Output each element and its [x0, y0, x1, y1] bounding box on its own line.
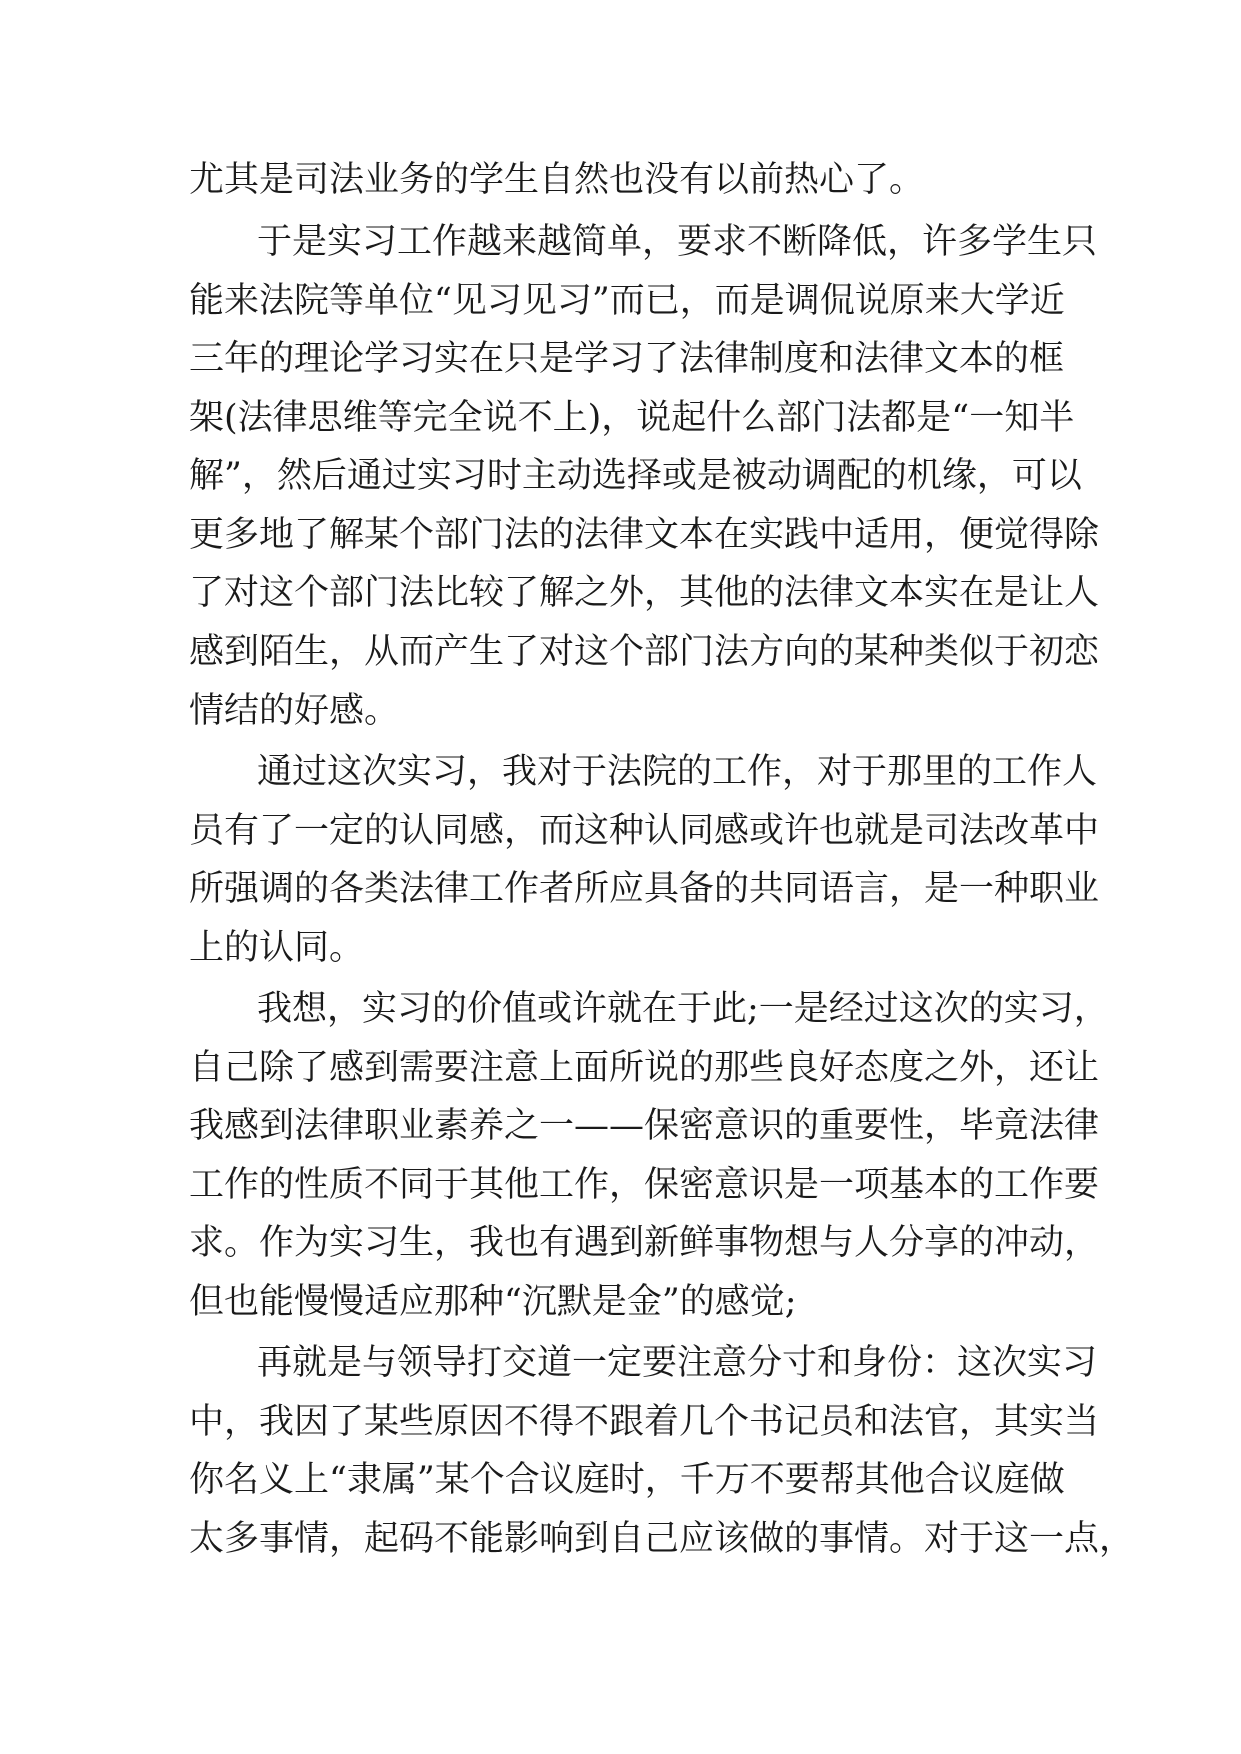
text-line: 情结的好感。	[189, 691, 400, 731]
text-line: 三年的理论学习实在只是学习了法律制度和法律文本的框	[189, 339, 1065, 379]
text-line: 求。作为实习生，我也有遇到新鲜事物想与人分享的冲动，	[189, 1223, 1100, 1263]
text-line: 所强调的各类法律工作者所应具备的共同语言，是一种职业	[189, 869, 1100, 909]
text-line: 了对这个部门法比较了解之外，其他的法律文本实在是让人	[189, 573, 1100, 613]
text-line: 上的认同。	[189, 928, 365, 968]
text-line: 太多事情，起码不能影响到自己应该做的事情。对于这一点，	[189, 1519, 1135, 1559]
paragraph-first-line: 通过这次实习，我对于法院的工作，对于那里的工作人	[257, 752, 1098, 792]
text-line: 我感到法律职业素养之一——保密意识的重要性，毕竟法律	[189, 1106, 1100, 1146]
text-line: 你名义上“隶属”某个合议庭时，千万不要帮其他合议庭做	[189, 1460, 1065, 1500]
paragraph-first-line: 我想，实习的价值或许就在于此;一是经过这次的实习，	[257, 989, 1109, 1029]
text-line: 中，我因了某些原因不得不跟着几个书记员和法官，其实当	[189, 1402, 1100, 1442]
paragraph-first-line: 再就是与领导打交道一定要注意分寸和身份：这次实习	[257, 1343, 1098, 1383]
text-line: 更多地了解某个部门法的法律文本在实践中适用，便觉得除	[189, 515, 1100, 555]
text-line: 感到陌生，从而产生了对这个部门法方向的某种类似于初恋	[189, 632, 1100, 672]
text-line: 架(法律思维等完全说不上)，说起什么部门法都是“一知半	[189, 398, 1075, 438]
text-line: 但也能慢慢适应那种“沉默是金”的感觉;	[189, 1282, 797, 1322]
text-line: 工作的性质不同于其他工作，保密意识是一项基本的工作要	[189, 1165, 1100, 1205]
text-line: 尤其是司法业务的学生自然也没有以前热心了。	[189, 160, 925, 200]
text-line: 自己除了感到需要注意上面所说的那些良好态度之外，还让	[189, 1048, 1100, 1088]
text-line: 员有了一定的认同感，而这种认同感或许也就是司法改革中	[189, 811, 1100, 851]
text-line: 解”，然后通过实习时主动选择或是被动调配的机缘，可以	[189, 456, 1082, 496]
text-line: 能来法院等单位“见习见习”而已，而是调侃说原来大学近	[189, 281, 1065, 321]
paragraph-first-line: 于是实习工作越来越简单，要求不断降低，许多学生只	[257, 222, 1098, 262]
